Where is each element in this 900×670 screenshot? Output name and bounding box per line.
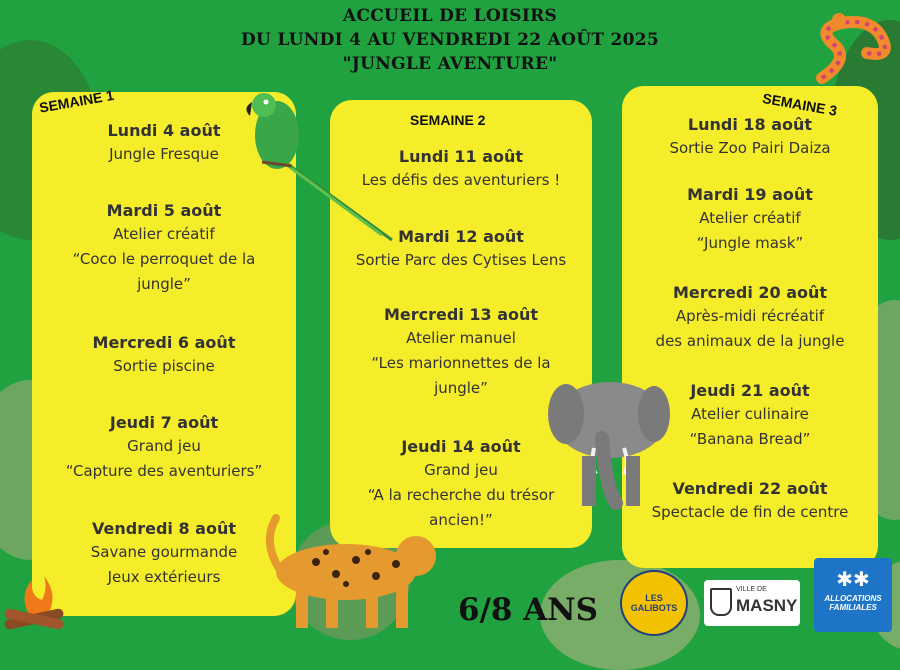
caf-logo <box>814 558 892 632</box>
day-date: Vendredi 8 août <box>92 519 236 538</box>
day-activity: Jeux extérieurs <box>107 568 221 586</box>
caf-label-line-1: ALLOCATIONS <box>824 594 882 603</box>
day-activity: Sortie piscine <box>113 357 215 375</box>
day-activity: Atelier culinaire <box>691 405 809 423</box>
masny-label: MASNY <box>736 596 798 615</box>
day-entry <box>32 412 296 484</box>
day-date: Mercredi 20 août <box>672 283 828 302</box>
day-activity: jungle” <box>434 379 488 397</box>
week-3-label: SEMAINE 3 <box>761 90 839 119</box>
day-entry <box>622 184 878 256</box>
parrot-illustration <box>232 90 402 250</box>
day-date: Jeudi 21 août <box>690 381 810 400</box>
day-activity: “A la recherche du trésor <box>367 486 555 504</box>
header-line-1: ACCUEIL DE LOISIRS <box>342 6 558 26</box>
day-activity: “Coco le perroquet de la <box>72 250 256 268</box>
jaguar-illustration <box>256 512 442 632</box>
day-activity: Atelier créatif <box>113 225 215 243</box>
day-date: Lundi 4 août <box>107 121 221 140</box>
day-activity: “Capture des aventuriers” <box>65 462 263 480</box>
caf-label-line-2: FAMILIALES <box>829 603 877 612</box>
day-date: Lundi 11 août <box>398 147 524 166</box>
day-entry <box>622 282 878 354</box>
day-activity: Grand jeu <box>127 437 201 455</box>
header-line-2: DU LUNDI 4 AU VENDREDI 22 AOÛT 2025 <box>240 30 660 50</box>
day-activity: Spectacle de fin de centre <box>651 503 849 521</box>
day-activity: Grand jeu <box>424 461 498 479</box>
day-entry <box>622 114 878 161</box>
header-line-3: "JUNGLE AVENTURE" <box>342 54 558 74</box>
day-activity: ancien!” <box>429 511 493 529</box>
day-activity: “Les marionnettes de la <box>371 354 551 372</box>
day-activity: “Jungle mask” <box>696 234 804 252</box>
day-activity: Jungle Fresque <box>109 145 219 163</box>
masny-shield-icon <box>710 588 732 616</box>
day-date: Mercredi 6 août <box>92 333 236 352</box>
day-activity: jungle” <box>137 275 191 293</box>
galibots-logo <box>620 570 688 636</box>
galibots-logo-text: LES GALIBOTS <box>630 593 678 613</box>
poster-header <box>0 4 900 76</box>
elephant-illustration <box>546 378 670 518</box>
day-entry <box>32 332 296 379</box>
day-date: Lundi 18 août <box>687 115 813 134</box>
day-activity: Les défis des aventuriers ! <box>361 171 561 189</box>
masny-small-label: VILLE DE <box>736 586 767 593</box>
day-activity: Savane gourmande <box>90 543 238 561</box>
day-date: Jeudi 14 août <box>401 437 521 456</box>
snake-illustration <box>812 8 898 88</box>
week-2-label: SEMAINE 2 <box>410 112 486 128</box>
masny-logo <box>704 580 800 626</box>
day-date: Jeudi 7 août <box>109 413 219 432</box>
day-date: Mardi 5 août <box>106 201 222 220</box>
caf-people-icon: ✱✱ <box>836 567 870 591</box>
day-activity: “Banana Bread” <box>689 430 811 448</box>
day-date: Mardi 19 août <box>687 185 813 204</box>
day-date: Mercredi 13 août <box>383 305 539 324</box>
day-activity: Atelier créatif <box>699 209 801 227</box>
day-date: Mardi 12 août <box>398 227 524 246</box>
age-range: 6/8 ANS <box>458 592 599 628</box>
day-activity: Sortie Zoo Pairi Daiza <box>669 139 831 157</box>
day-activity: Sortie Parc des Cytises Lens <box>355 251 567 269</box>
day-activity: Après-midi récréatif <box>675 307 825 325</box>
day-activity: des animaux de la jungle <box>655 332 845 350</box>
week-1-label: SEMAINE 1 <box>38 86 116 116</box>
campfire-illustration <box>0 566 70 632</box>
day-date: Vendredi 22 août <box>672 479 828 498</box>
day-activity: Atelier manuel <box>406 329 516 347</box>
